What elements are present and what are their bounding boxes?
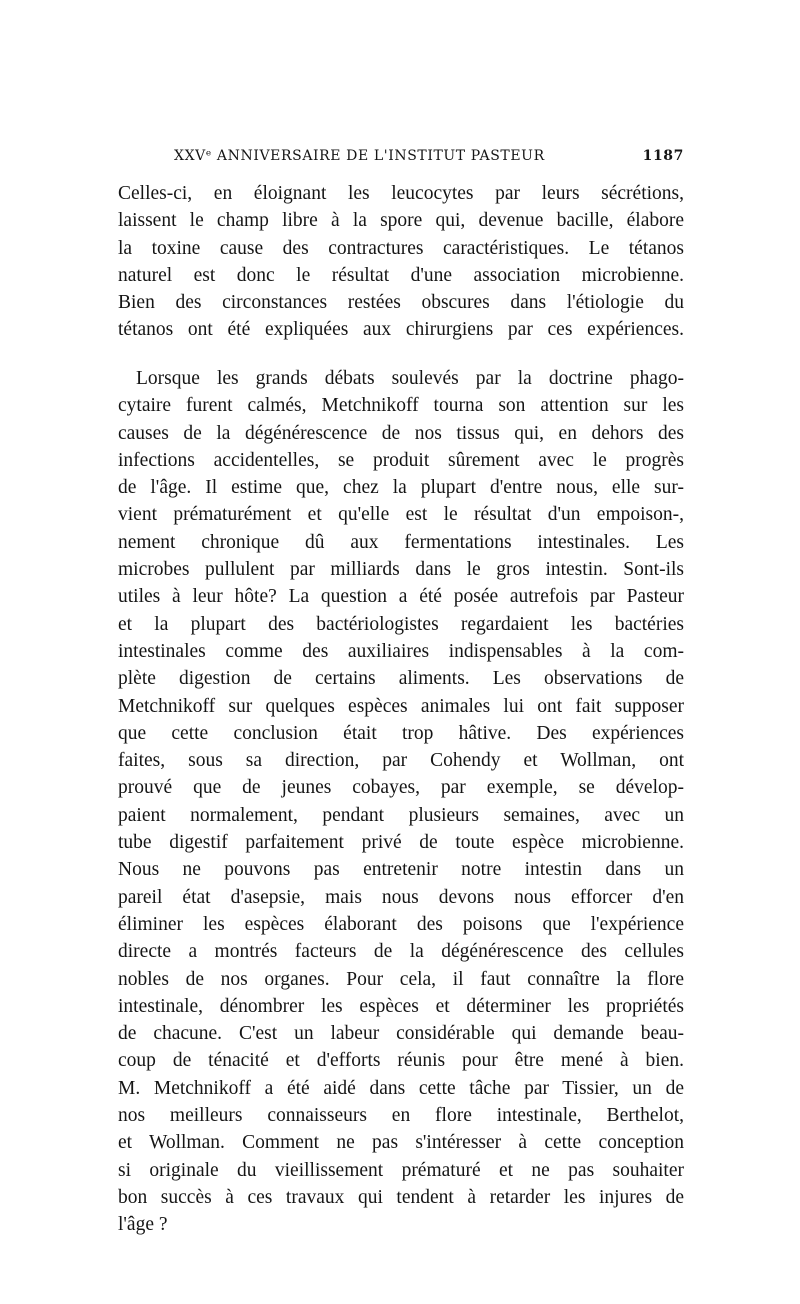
text-line: laissent le champ libre à la spore qui, devenue bacille, élabore <box>118 210 684 232</box>
text-line: la toxine cause des contractures caractéristiques. Le tétanos <box>118 237 684 259</box>
text-line: intestinale, dénombrer les espèces et déterminer les propriétés <box>118 995 684 1017</box>
text-line: que cette conclusion était trop hâtive. Des expériences <box>118 722 684 744</box>
text-line: causes de la dégénérescence de nos tissus qui, en dehors des <box>118 422 684 444</box>
text-line: plète digestion de certains aliments. Les observations de <box>118 668 684 690</box>
text-line: coup de ténacité et d'efforts réunis pour être mené à bien. <box>118 1050 684 1072</box>
text-line: directe a montrés facteurs de la dégénérescence des cellules <box>118 941 684 963</box>
text-line: nos meilleurs connaisseurs en flore intestinale, Berthelot, <box>118 1105 684 1127</box>
text-line: nobles de nos organes. Pour cela, il faut connaître la flore <box>118 968 684 990</box>
text-line: paient normalement, pendant plusieurs semaines, avec un <box>118 804 684 826</box>
text-line: naturel est donc le résultat d'une association microbienne. <box>118 264 684 286</box>
text-line: et la plupart des bactériologistes regardaient les bactéries <box>118 613 684 635</box>
text-line: de chacune. C'est un labeur considérable qui demande beau- <box>118 1023 684 1045</box>
page-number: 1187 <box>642 148 684 164</box>
text-line: tétanos ont été expliquées aux chirurgiens par ces expériences. <box>118 319 684 341</box>
paragraph-degenerescence <box>118 365 684 1239</box>
text-line: Metchnikoff sur quelques espèces animales lui ont fait supposer <box>118 695 684 717</box>
text-line: si originale du vieillissement prématuré et ne pas souhaiter <box>118 1159 684 1181</box>
text-line: faites, sous sa direction, par Cohendy et Wollman, ont <box>118 750 684 772</box>
text-line: M. Metchnikoff a été aidé dans cette tâche par Tissier, un de <box>118 1077 684 1099</box>
text-line: utiles à leur hôte? La question a été posée autrefois par Pasteur <box>118 586 684 608</box>
running-title: XXVᵉ ANNIVERSAIRE DE L'INSTITUT PASTEUR <box>174 148 545 164</box>
text-line: bon succès à ces travaux qui tendent à retarder les injures de <box>118 1186 684 1208</box>
text-line: et Wollman. Comment ne pas s'intéresser à cette conception <box>118 1132 684 1154</box>
text-line: infections accidentelles, se produit sûrement avec le progrès <box>118 449 684 471</box>
running-head <box>118 148 684 172</box>
text-line: intestinales comme des auxiliaires indispensables à la com- <box>118 640 684 662</box>
text-line: Nous ne pouvons pas entretenir notre intestin dans un <box>118 859 684 881</box>
paragraph-tetanos <box>118 180 684 344</box>
text-line: tube digestif parfaitement privé de toute espèce microbienne. <box>118 832 684 854</box>
text-line: prouvé que de jeunes cobayes, par exemple, se dévelop- <box>118 777 684 799</box>
text-line: l'âge ? <box>118 1214 168 1236</box>
text-line: Lorsque les grands débats soulevés par la doctrine phago- <box>136 368 684 389</box>
text-line: pareil état d'asepsie, mais nous devons nous efforcer d'en <box>118 886 684 908</box>
text-line: éliminer les espèces élaborant des poisons que l'expérience <box>118 913 684 935</box>
text-line: vient prématurément et qu'elle est le résultat d'un empoison-, <box>118 504 684 526</box>
text-line: nement chronique dû aux fermentations intestinales. Les <box>118 531 684 553</box>
text-line: Celles-ci, en éloignant les leucocytes par leurs sécrétions, <box>118 183 684 204</box>
text-line: Bien des circonstances restées obscures dans l'étiologie du <box>118 292 684 314</box>
text-line: microbes pullulent par milliards dans le gros intestin. Sont-ils <box>118 559 684 581</box>
text-line: de l'âge. Il estime que, chez la plupart d'entre nous, elle sur- <box>118 477 684 499</box>
text-line: cytaire furent calmés, Metchnikoff tourna son attention sur les <box>118 395 684 417</box>
